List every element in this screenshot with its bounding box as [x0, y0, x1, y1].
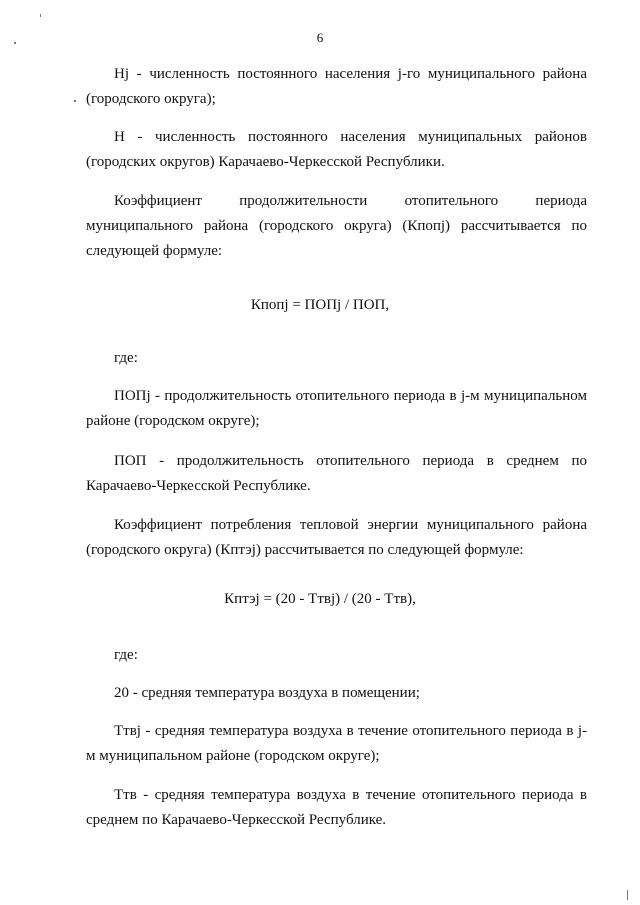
text-line: м муниципальном районе (городском округе);	[86, 748, 380, 764]
definition-hj	[86, 62, 587, 112]
where-label	[86, 346, 587, 371]
text-line: Ттвj - средняя температура воздуха в течение отопительного периода в j-	[114, 723, 587, 739]
where-label	[86, 643, 587, 668]
text-line: муниципального района (городского округа) (Кпопj) рассчитывается по	[86, 218, 587, 234]
text-line: Ттв - средняя температура воздуха в течение отопительного периода в	[114, 787, 587, 803]
scan-artifact	[40, 14, 41, 17]
text-line: Карачаево-Черкесской Республике.	[86, 478, 311, 494]
text-line: (городского округа);	[86, 91, 216, 107]
text-line: районе (городском округе);	[86, 413, 260, 429]
text-line: Коэффициент потребления тепловой энергии муниципального района	[114, 517, 587, 533]
scan-artifact	[627, 890, 628, 900]
page-number: 6	[316, 30, 324, 45]
text-line: Нj - численность постоянного населения j-го муниципального района	[114, 66, 587, 82]
definition-ttvj	[86, 719, 587, 769]
text-line: среднем по Карачаево-Черкесской Республике.	[86, 812, 387, 828]
definition-ttv	[86, 783, 587, 833]
text-line: Н - численность постоянного населения муниципальных районов	[114, 129, 587, 145]
text-line: где:	[114, 647, 138, 663]
formula-kpop: Кпопj = ПОПj / ПОП,	[250, 297, 390, 313]
coefficient-consumption-paragraph	[86, 513, 587, 563]
text-line: (городского округа) (Кптэj) рассчитывается по следующей формуле:	[86, 542, 524, 558]
text-line: ПОП - продолжительность отопительного периода в среднем по	[114, 453, 587, 469]
text-line: где:	[114, 350, 138, 366]
formula-kpte: Кптэj = (20 - Ттвj) / (20 - Ттв),	[224, 591, 416, 607]
text-line: следующей формуле:	[86, 243, 223, 259]
definition-20	[86, 681, 587, 706]
text-line: Коэффициент продолжительности отопительного периода	[114, 193, 587, 209]
scan-artifact	[74, 100, 76, 102]
coefficient-duration-paragraph	[86, 189, 587, 264]
definition-h	[86, 125, 587, 175]
definition-popj	[86, 384, 587, 434]
text-line: ПОПj - продолжительность отопительного периода в j-м муниципальном	[114, 388, 587, 404]
text-line: 20 - средняя температура воздуха в помещении;	[114, 685, 420, 701]
text-line: (городских округов) Карачаево-Черкесской Республики.	[86, 154, 445, 170]
definition-pop	[86, 449, 587, 499]
